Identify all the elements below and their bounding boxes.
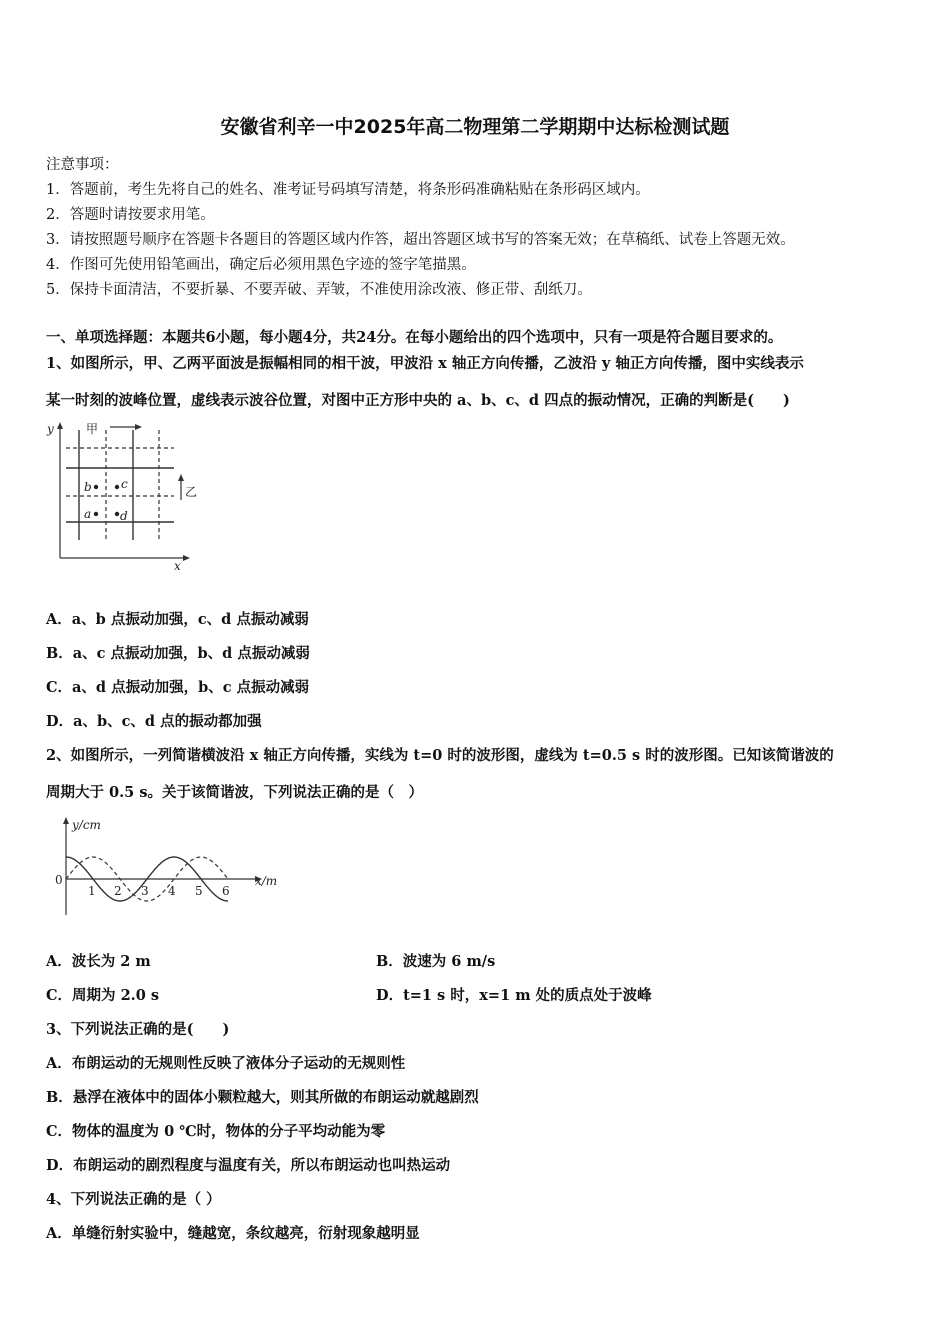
q2-x-label: x/m <box>255 874 278 888</box>
q2-figure <box>50 815 290 920</box>
q4-option-a: A．单缝衍射实验中，缝越宽，条纹越亮，衍射现象越明显 <box>46 1225 420 1242</box>
q1-option-c: C．a、d 点振动加强，b、c 点振动减弱 <box>46 679 310 696</box>
q1-stem-line1: 1、如图所示，甲、乙两平面波是振幅相同的相干波，甲波沿 x 轴正方向传播，乙波沿 y 轴正方向传播，图中实线表示 <box>46 355 804 372</box>
q2-stem-line2: 周期大于 0.5 s。关于该简谐波，下列说法正确的是（ ） <box>46 784 423 801</box>
q2-tick-label: 3 <box>141 884 149 898</box>
q2-tick-label: 2 <box>114 884 122 898</box>
q2-y-label: y/cm <box>72 818 101 832</box>
q2-option-b: B．波速为 6 m/s <box>376 953 496 970</box>
q2-stem-line1: 2、如图所示，一列简谐横波沿 x 轴正方向传播，实线为 t=0 时的波形图，虚线为 t=0.5 s 时的波形图。已知该简谐波的 <box>46 747 834 764</box>
notice-item: 1．答题前，考生先将自己的姓名、准考证号码填写清楚，将条形码准确粘贴在条形码区域内。 <box>46 182 650 198</box>
q1-point-label: c <box>121 477 128 491</box>
q1-stem-line2: 某一时刻的波峰位置，虚线表示波谷位置，对图中正方形中央的 a、b、c、d 四点的振动情况，正确的判断是( ) <box>46 392 790 409</box>
q1-wave-b-label: 乙 <box>185 485 198 499</box>
q1-point-d <box>115 512 119 516</box>
q2-option-c: C．周期为 2.0 s <box>46 987 160 1004</box>
q1-point-c <box>115 485 119 489</box>
q2-option-d: D．t=1 s 时，x=1 m 处的质点处于波峰 <box>376 987 652 1004</box>
q2-origin-label: 0 <box>55 873 63 887</box>
q4-stem: 4、下列说法正确的是（ ） <box>46 1191 221 1208</box>
notice-item: 3．请按照题号顺序在答题卡各题目的答题区域内作答，超出答题区域书写的答案无效；在草稿纸、试卷上答题无效。 <box>46 232 795 248</box>
q1-point-b <box>94 485 98 489</box>
q3-option-a: A．布朗运动的无规则性反映了液体分子运动的无规则性 <box>46 1055 406 1072</box>
q1-point-label: a <box>84 507 92 521</box>
page-title: 安徽省利辛一中2025年高二物理第二学期期中达标检测试题 <box>220 116 730 138</box>
section-heading: 一、单项选择题：本题共6小题，每小题4分，共24分。在每小题给出的四个选项中，只有一项是符合题目要求的。 <box>46 329 783 346</box>
q1-point-a <box>94 512 98 516</box>
q1-point-label: b <box>84 480 92 494</box>
q2-option-a: A．波长为 2 m <box>46 953 151 970</box>
q2-tick-label: 1 <box>88 884 96 898</box>
q1-point-label: d <box>120 509 128 523</box>
q1-option-b: B．a、c 点振动加强，b、d 点振动减弱 <box>46 645 310 662</box>
notice-item: 4．作图可先使用铅笔画出，确定后必须用黑色字迹的签字笔描黑。 <box>46 257 476 273</box>
q2-tick-label: 5 <box>195 884 203 898</box>
q3-stem: 3、下列说法正确的是( ) <box>46 1021 230 1038</box>
q1-x-label: x <box>174 559 181 573</box>
notice-heading: 注意事项： <box>46 157 119 173</box>
q1-figure <box>44 418 198 573</box>
q3-option-c: C．物体的温度为 0 ℃时，物体的分子平均动能为零 <box>46 1123 386 1140</box>
q1-option-d: D．a、b、c、d 点的振动都加强 <box>46 713 262 730</box>
q1-y-label: y <box>47 422 54 436</box>
q3-option-d: D．布朗运动的剧烈程度与温度有关，所以布朗运动也叫热运动 <box>46 1157 451 1174</box>
notice-item: 2．答题时请按要求用笔。 <box>46 207 215 223</box>
q1-option-a: A．a、b 点振动加强，c、d 点振动减弱 <box>46 611 309 628</box>
q1-wave-a-label: 甲 <box>86 422 99 436</box>
q2-tick-label: 6 <box>222 884 230 898</box>
q3-option-b: B．悬浮在液体中的固体小颗粒越大，则其所做的布朗运动就越剧烈 <box>46 1089 479 1106</box>
q2-tick-label: 4 <box>168 884 176 898</box>
notice-item: 5．保持卡面清洁，不要折暴、不要弄破、弄皱，不准使用涂改液、修正带、刮纸刀。 <box>46 282 592 298</box>
